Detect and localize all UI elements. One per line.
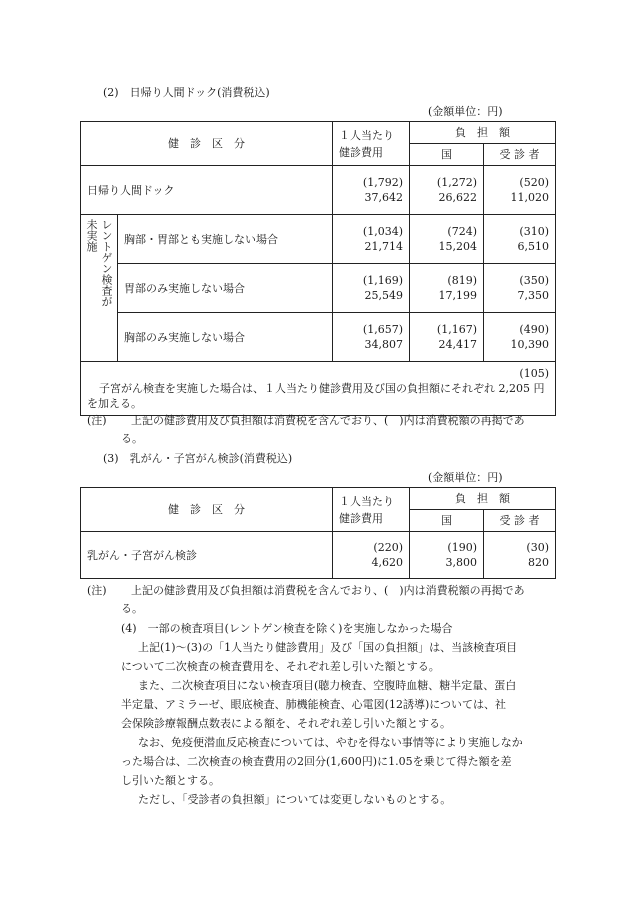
category-header: 健 診 区 分	[81, 122, 333, 166]
section4-line: について二次検査の検査費用を、それぞれ差し引いた額とする。	[121, 660, 440, 673]
footer-note: (105) 子宮がん検査を実施した場合は、１人当たり健診費用及び国の負担額にそれぞれ 2,205 円を加える。	[81, 362, 556, 416]
section4-line: 会保険診療報酬点数表による額を、それぞれ差し引いた額とする。	[121, 717, 451, 730]
row-label: 胸部・胃部とも実施しない場合	[118, 215, 333, 264]
burden-header: 負 担 額	[410, 488, 556, 510]
table-row	[81, 166, 556, 215]
cost-header: １人当たり 健診費用	[333, 488, 410, 532]
country-cell: (1,167) 24,417	[410, 313, 484, 362]
country-header: 国	[410, 144, 484, 166]
row-label: 乳がん・子宮がん検診	[81, 532, 333, 579]
patient-cell: (310) 6,510	[484, 215, 556, 264]
country-header: 国	[410, 510, 484, 532]
patient-cell: (490) 10,390	[484, 313, 556, 362]
section4-line: し引いた額とする。	[121, 774, 220, 787]
cost-cell: (1,792) 37,642	[333, 166, 410, 215]
section3-heading: (3) 乳がん・子宮がん検診(消費税込)	[103, 452, 293, 465]
section3-table	[80, 487, 556, 579]
row-label: 日帰り人間ドック	[81, 166, 333, 215]
section2-note-line2: る。	[121, 432, 143, 445]
cost-header: １人当たり 健診費用	[333, 122, 410, 166]
patient-header: 受 診 者	[484, 144, 556, 166]
section4-line: なお、免疫便潜血反応検査については、やむを得ない事情等により実施しなか	[138, 736, 523, 749]
table-row	[81, 264, 556, 313]
section4-line: ただし、「受診者の負担額」については変更しないものとする。	[138, 793, 452, 806]
table-row	[81, 532, 556, 579]
patient-cell: (520) 11,020	[484, 166, 556, 215]
table-row	[81, 215, 556, 264]
patient-cell: (350) 7,350	[484, 264, 556, 313]
section2-table	[80, 121, 556, 416]
section4-heading: (4) 一部の検査項目(レントゲン検査を除く)を実施しなかった場合	[121, 622, 453, 635]
category-header: 健 診 区 分	[81, 488, 333, 532]
patient-cell: (30) 820	[484, 532, 556, 579]
cost-cell: (1,169) 25,549	[333, 264, 410, 313]
row-label: 胃部のみ実施しない場合	[118, 264, 333, 313]
section2-note-label: (注)	[87, 414, 107, 427]
cost-cell: (1,034) 21,714	[333, 215, 410, 264]
cost-cell: (1,657) 34,807	[333, 313, 410, 362]
section4-line: 半定量、アミラーゼ、眼底検査、肺機能検査、心電図(12誘導)については、社	[121, 698, 507, 711]
section2-heading: (2) 日帰り人間ドック(消費税込)	[103, 86, 270, 99]
table-footer-row	[81, 362, 556, 416]
cost-cell: (220) 4,620	[333, 532, 410, 579]
section3-unit: (金額単位：円)	[428, 471, 503, 484]
section2-unit: (金額単位：円)	[428, 105, 503, 118]
country-cell: (819) 17,199	[410, 264, 484, 313]
table-row	[81, 313, 556, 362]
country-cell: (1,272) 26,622	[410, 166, 484, 215]
vertical-group-label: 未実施 レントゲン検査が	[81, 215, 118, 362]
patient-header: 受 診 者	[484, 510, 556, 532]
section3-note-line2: る。	[121, 602, 143, 615]
country-cell: (190) 3,800	[410, 532, 484, 579]
section4-line: った場合は、二次検査の検査費用の2回分(1,600円)に1.05を乗じて得た額を差	[121, 755, 512, 768]
row-label: 胸部のみ実施しない場合	[118, 313, 333, 362]
section4-line: 上記(1)～(3)の「1人当たり健診費用」及び「国の負担額」は、当該検査項目	[138, 641, 518, 654]
burden-header: 負 担 額	[410, 122, 556, 144]
section4-line: また、二次検査項目にない検査項目(聴力検査、空腹時血糖、糖半定量、蛋白	[138, 679, 517, 692]
section3-note-line1: 上記の健診費用及び負担額は消費税を含んでおり、( )内は消費税額の再掲であ	[131, 584, 525, 597]
section2-note-line1: 上記の健診費用及び負担額は消費税を含んでおり、( )内は消費税額の再掲であ	[131, 414, 525, 427]
country-cell: (724) 15,204	[410, 215, 484, 264]
section3-note-label: (注)	[87, 584, 107, 597]
